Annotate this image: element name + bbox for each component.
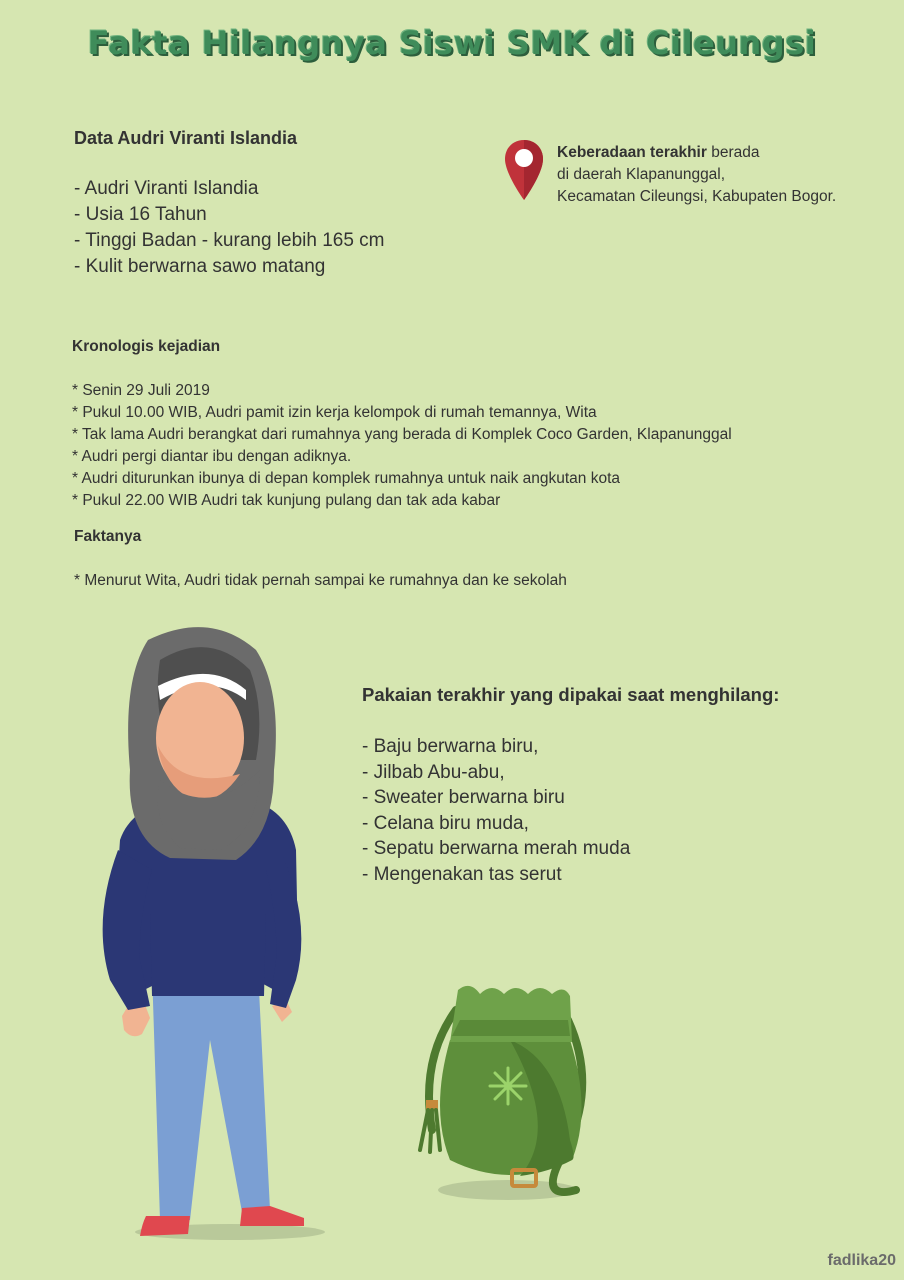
pakaian-item: - Sweater berwarna biru [362,787,565,808]
girl-illustration [60,620,350,1250]
kronologis-item: * Tak lama Audri berangkat dari rumahnya yang berada di Komplek Coco Garden, Klapanunggal [72,426,732,443]
pakaian-item: - Mengenakan tas serut [362,863,562,885]
location-bold: Keberadaan terakhir [557,144,707,161]
data-list [74,176,385,280]
location-text [557,142,836,208]
page-title: Fakta Hilangnya Siswi SMK di Cileungsi [87,24,817,62]
data-item: - Audri Viranti Islandia [74,178,259,199]
pakaian-item: - Baju berwarna biru, [362,736,539,757]
location-line-2: di daerah Klapanunggal, [557,166,726,183]
drawstring-bag-illustration [400,980,610,1210]
kronologis-item: * Senin 29 Juli 2019 [72,382,210,399]
kronologis-item: * Pukul 10.00 WIB, Audri pamit izin kerja kelompok di rumah temannya, Wita [72,404,597,421]
kronologis-heading: Kronologis kejadian [72,338,221,355]
data-item: - Usia 16 Tahun [74,204,207,225]
location-rest: berada [706,144,760,161]
location-line-3: Kecamatan Cileungsi, Kabupaten Bogor. [557,188,837,205]
kronologis-item: * Audri pergi diantar ibu dengan adiknya. [72,448,352,465]
fakta-list [74,570,567,592]
pakaian-item: - Sepatu berwarna merah muda [362,838,631,859]
fakta-item: * Menurut Wita, Audri tidak pernah sampai ke rumahnya dan ke sekolah [74,572,567,589]
location-line-1 [557,142,836,164]
pakaian-item: - Celana biru muda, [362,812,529,834]
kronologis-list [72,380,732,512]
data-item: - Kulit berwarna sawo matang [74,256,326,277]
map-pin-icon [503,138,545,202]
kronologis-item: * Audri diturunkan ibunya di depan komplek rumahnya untuk naik angkutan kota [72,470,621,487]
pakaian-heading: Pakaian terakhir yang dipakai saat menghilang: [362,684,780,705]
kronologis-item: * Pukul 22.00 WIB Audri tak kunjung pulang dan tak ada kabar [72,492,501,509]
pakaian-item: - Jilbab Abu-abu, [362,761,505,783]
credit-text: fadlika20 [827,1252,896,1269]
fakta-heading: Faktanya [74,528,142,545]
data-item: - Tinggi Badan - kurang lebih 165 cm [74,230,385,251]
data-heading: Data Audri Viranti Islandia [74,128,298,148]
pakaian-list [362,734,630,887]
